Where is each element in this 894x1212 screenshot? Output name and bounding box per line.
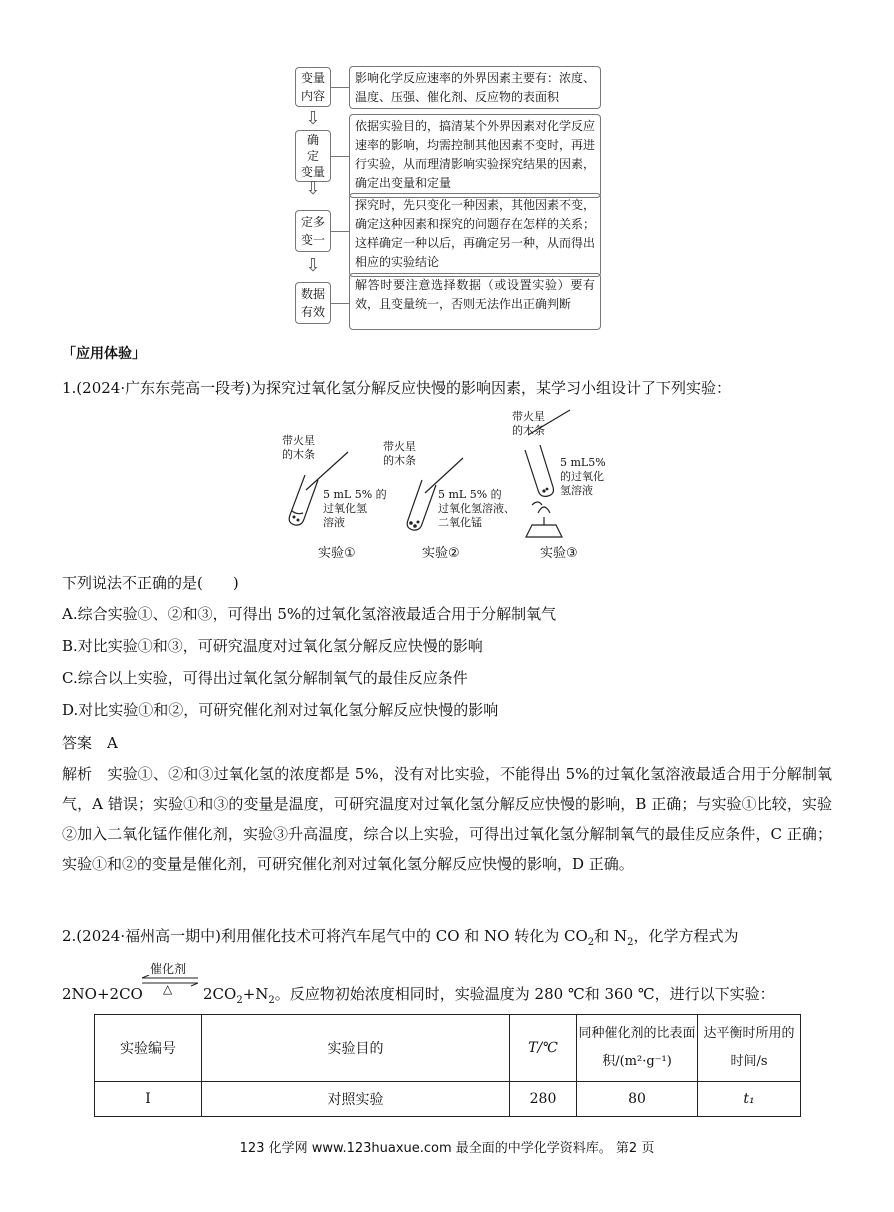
- down-arrow-icon: ⇩: [305, 178, 321, 199]
- table-header-cell: 实验目的: [202, 1015, 510, 1082]
- splint-label: 带火星 的木条: [282, 434, 315, 461]
- equation-text: 。反应物初始浓度相同时，实验温度为 280 ℃和 360 ℃，进行以下实验：: [274, 985, 775, 1003]
- flow-connector: [331, 87, 349, 88]
- flow-step-text: 探究时，先只变化一种因素，其他因素不变，确定这种因素和探究的问题存在怎样的关系；这样确定一种以后，再确定另一种，从而得出相应的实验结论: [349, 193, 601, 277]
- flow-step-label: 变量 内容: [295, 67, 331, 107]
- option-b: B.对比实验①和③，可研究温度对过氧化氢分解反应快慢的影响: [62, 637, 483, 655]
- question-1-prompt: 下列说法不正确的是( ): [62, 574, 239, 592]
- table-header-row: [95, 1015, 801, 1082]
- stem-text: 和 N: [594, 927, 628, 945]
- question-2-stem: [62, 926, 738, 953]
- subscript: 2: [236, 995, 243, 1006]
- section-title: 「应用体验」: [62, 346, 146, 362]
- subscript: 2: [627, 937, 634, 948]
- flow-step-label: 数据 有效: [295, 282, 331, 324]
- table-cell: Ⅰ: [95, 1082, 202, 1117]
- option-d: D.对比实验①和②，可研究催化剂对过氧化氢分解反应快慢的影响: [62, 701, 499, 719]
- splint-label: 带火星 的木条: [512, 410, 545, 437]
- catalyst-label: 催化剂: [150, 962, 187, 976]
- figure-caption: 实验③: [540, 546, 578, 561]
- solution-label-1: 5 mL 5% 的 过氧化氢 溶液: [323, 488, 387, 529]
- flow-step-text: 影响化学反应速率的外界因素主要有：浓度、温度、压强、催化剂、反应物的表面积: [349, 66, 601, 109]
- flow-connector: [331, 231, 349, 232]
- figure-caption: 实验①: [318, 546, 356, 561]
- table-header-cell: 达平衡时所用的时间/s: [698, 1015, 801, 1082]
- table-cell: 80: [577, 1082, 698, 1117]
- stem-text: ，化学方程式为: [633, 927, 739, 945]
- option-a: A.综合实验①、②和③，可得出 5%的过氧化氢溶液最适合用于分解制氧气: [62, 605, 557, 623]
- analysis: 解析 实验①、②和③过氧化氢的浓度都是 5%，没有对比实验，不能得出 5%的过氧化氢溶液最适合用于分解制氧气，A 错误；实验①和③的变量是温度，可研究温度对过氧化氢分解反应快慢的影响，B 正确；与实验①比较，实验②加入二氧化锰作催化剂，实验③升高温度，综合以上实验，可得出过氧化氢分解制氧气的最佳反应条件，C 正确；实验①和②的变量是催化剂，可研究催化剂对过氧化氢分解反应快慢的影响，D 正确。: [62, 765, 832, 873]
- flow-connector: [331, 303, 349, 304]
- flow-connector: [331, 156, 349, 157]
- table-cell: 对照实验: [202, 1082, 510, 1117]
- option-c: C.综合以上实验，可得出过氧化氢分解制氧气的最佳反应条件: [62, 669, 468, 687]
- table-cell: 280: [510, 1082, 577, 1117]
- down-arrow-icon: ⇩: [305, 255, 321, 276]
- table-cell: t₁: [698, 1082, 801, 1117]
- experiment-table: [94, 1014, 801, 1117]
- figure-caption: 实验②: [422, 546, 460, 561]
- heat-symbol: △: [163, 982, 173, 996]
- flow-step-label: 定多 变一: [295, 210, 331, 252]
- equation-right: [203, 984, 775, 1011]
- equation-text: +N: [242, 985, 269, 1003]
- subscript: 2: [587, 937, 595, 948]
- question-1-stem: 1.(2024·广东东莞高一段考)为探究过氧化氢分解反应快慢的影响因素，某学习小组设计了下列实验：: [62, 379, 731, 397]
- flow-step-text: 依据实验目的，搞清某个外界因素对化学反应速率的影响，均需控制其他因素不变时，再进行实验，从而理清影响实验探究结果的因素，确定出变量和定量: [349, 114, 601, 198]
- equation-left: 2NO+2CO: [62, 985, 143, 1003]
- table-row: [95, 1082, 801, 1117]
- answer: 答案 A: [62, 734, 118, 752]
- stem-text: 2.(2024·福州高一期中)利用催化技术可将汽车尾气中的 CO 和 NO 转化为 CO: [62, 927, 588, 945]
- subscript: 2: [268, 995, 275, 1006]
- solution-label-3: 5 mL5% 的过氧化 氢溶液: [560, 456, 606, 497]
- solution-label-2: 5 mL 5% 的 过氧化氢溶液、 二氧化锰: [438, 488, 515, 529]
- down-arrow-icon: ⇩: [305, 108, 321, 129]
- table-header-cell: 实验编号: [95, 1015, 202, 1082]
- flow-step-label: 确 定 变量: [295, 130, 331, 182]
- splint-label: 带火星 的木条: [383, 440, 416, 467]
- table-header-cell: T/℃: [510, 1015, 577, 1082]
- flow-step-text: 解答时要注意选择数据（或设置实验）要有效，且变量统一，否则无法作出正确判断: [349, 273, 601, 330]
- table-header-cell: 同种催化剂的比表面积/(m²·g⁻¹): [577, 1015, 698, 1082]
- equation-text: 2CO: [203, 985, 237, 1003]
- page-footer: 123 化学网 www.123huaxue.com 最全面的中学化学资料库。 第2 页: [239, 1141, 655, 1156]
